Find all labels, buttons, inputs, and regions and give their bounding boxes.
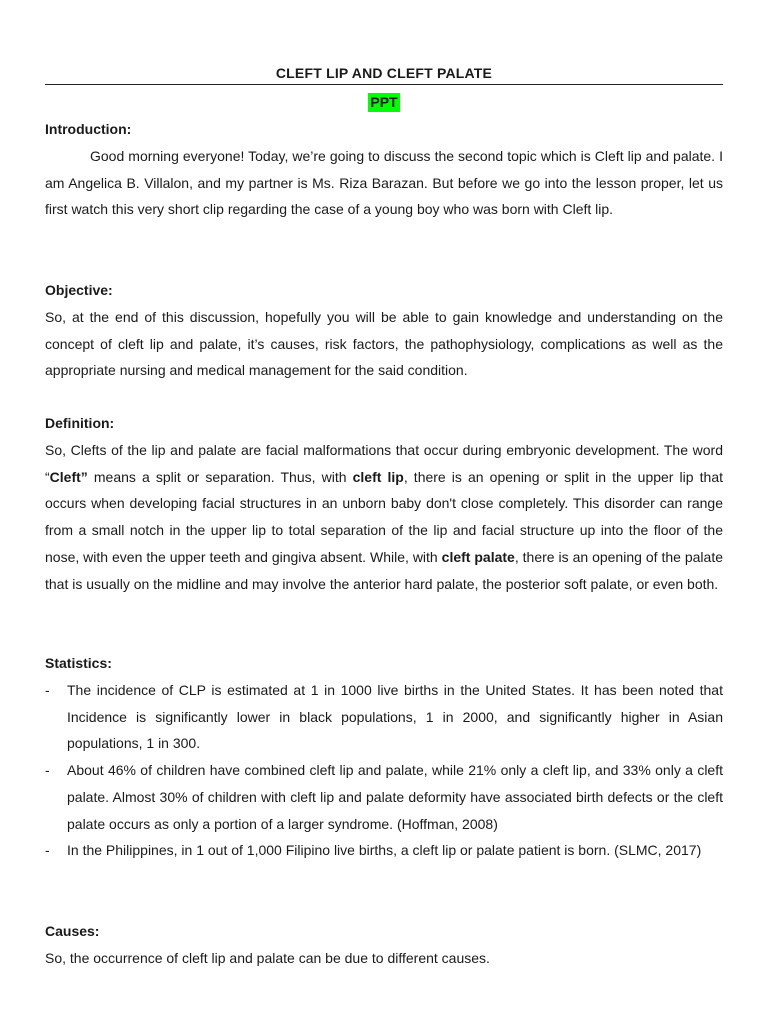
ppt-highlight-label: PPT (370, 94, 398, 110)
definition-section (45, 410, 723, 597)
definition-term-cleft-palate: cleft palate (441, 548, 515, 565)
causes-text: So, the occurrence of cleft lip and palate can be due to different causes. (45, 950, 490, 966)
statistics-list (45, 677, 723, 864)
definition-term-cleft-lip: cleft lip (352, 468, 404, 485)
document-title: CLEFT LIP AND CLEFT PALATE (275, 65, 493, 81)
objective-section (45, 277, 723, 384)
definition-term-cleft: Cleft” (49, 468, 88, 485)
definition-part-4: , there is an opening of the palate that is usually on the midline and may involve the anterior hard palate, the posterior soft palate, or even both. (45, 548, 723, 592)
title-underline (45, 84, 723, 85)
causes-section (45, 918, 723, 972)
list-item (45, 757, 723, 837)
bullet-dash: - (45, 682, 50, 698)
definition-part-1: So, Clefts of the lip and palate are facial malformations that occur during embryonic development. The word “ (45, 442, 723, 485)
introduction-heading: Introduction: (45, 121, 132, 137)
statistics-section (45, 650, 723, 864)
statistic-text-3: In the Philippines, in 1 out of 1,000 Filipino live births, a cleft lip or palate patient is born. (SLMC, 2017) (67, 842, 702, 859)
bullet-dash: - (45, 842, 50, 859)
introduction-section (45, 116, 723, 223)
statistics-heading: Statistics: (45, 655, 112, 671)
objective-text: So, at the end of this discussion, hopefully you will be able to gain knowledge and understanding on the concept of cleft lip and palate, it’s causes, risk factors, the pathophysiology, complications as well as the appropriate nursing and medical management for the said condition. (45, 309, 723, 379)
list-item (45, 837, 723, 864)
introduction-text: Good morning everyone! Today, we’re going to discuss the second topic which is Cleft lip and palate. I am Angelica B. Villalon, and my partner is Ms. Riza Barazan. But before we go into the lesson proper, let us first watch this very short clip regarding the case of a young boy who was born with Cleft lip. (45, 148, 723, 218)
definition-text (45, 437, 723, 597)
objective-heading: Objective: (45, 282, 113, 298)
causes-heading: Causes: (45, 923, 100, 939)
bullet-dash: - (45, 762, 50, 779)
definition-heading: Definition: (45, 415, 115, 431)
definition-part-3: , there is an opening or split in the upper lip that occurs when developing facial structures in an unborn baby don't close completely. This disorder can range from a small notch in the upper lip to total separation of the lip and facial structure up into the floor of the nose, with even the upper teeth and gingiva absent. While, with (45, 468, 724, 565)
ppt-marker (45, 93, 723, 112)
statistic-text-2: About 46% of children have combined cleft lip and palate, while 21% only a cleft lip, and 33% only a cleft palate. Almost 30% of children with cleft lip and palate deformity have associated birth defects or the cleft palate occurs as only a portion of a larger syndrome. (Hoffman, 2008) (67, 762, 723, 832)
list-item (45, 677, 723, 757)
statistic-text-1: The incidence of CLP is estimated at 1 in 1000 live births in the United States. It has been noted that Incidence is significantly lower in black populations, 1 in 2000, and significantly higher in Asian populations, 1 in 300. (67, 682, 723, 752)
definition-part-2: means a split or separation. Thus, with (87, 468, 353, 485)
